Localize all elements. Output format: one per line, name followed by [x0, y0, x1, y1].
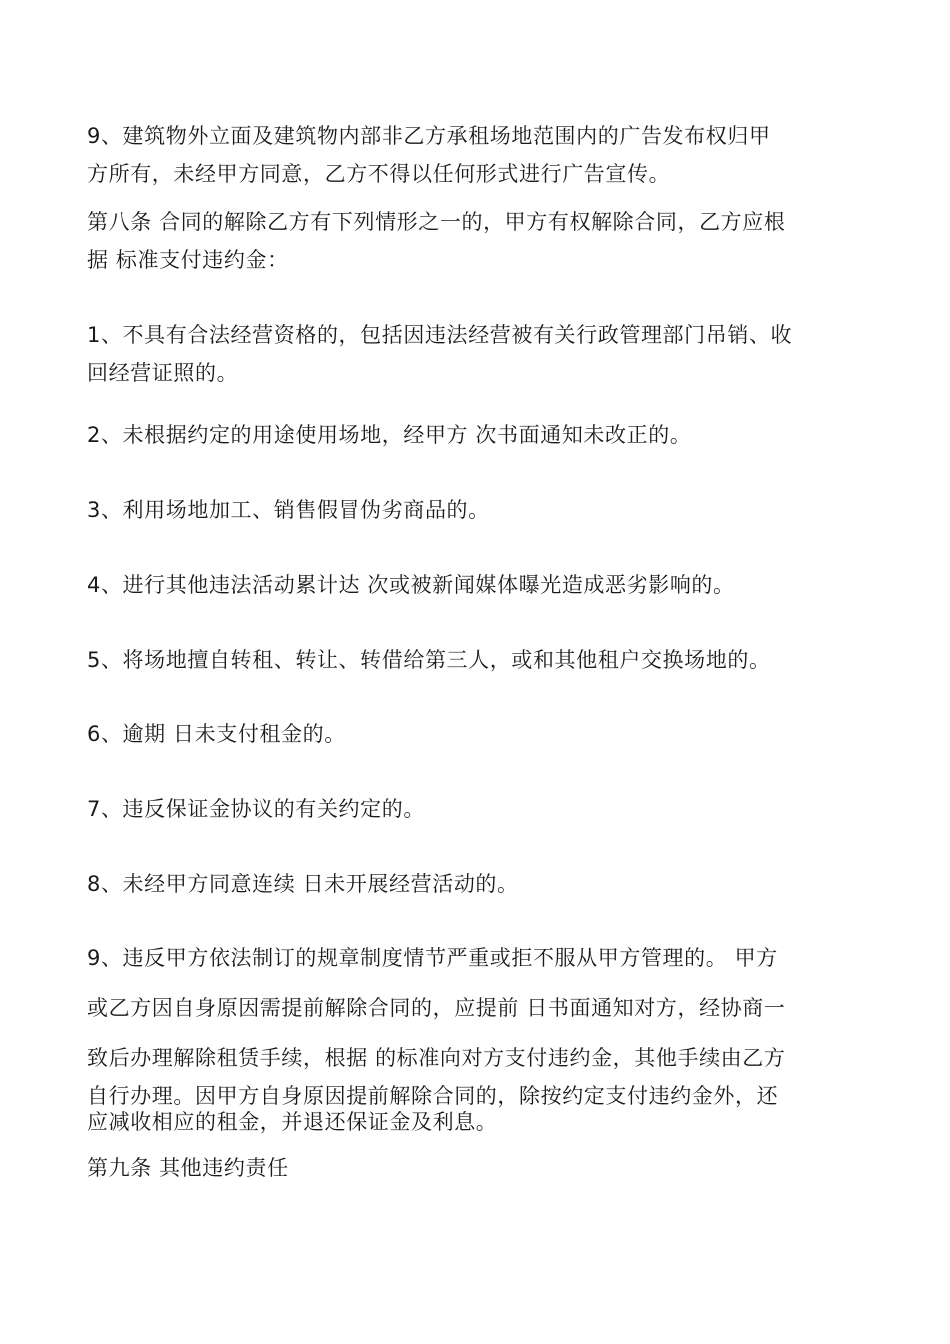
text-line: 方所有，未经甲方同意，乙方不得以任何形式进行广告宣传。	[87, 162, 671, 186]
text-line: 3、利用场地加工、销售假冒伪劣商品的。	[87, 498, 490, 522]
text-line: 9、违反甲方依法制订的规章制度情节严重或拒不服从甲方管理的。 甲方	[87, 946, 778, 970]
text-line: 9、建筑物外立面及建筑物内部非乙方承租场地范围内的广告发布权归甲	[87, 124, 771, 148]
text-line: 7、违反保证金协议的有关约定的。	[87, 797, 425, 821]
text-line: 第九条 其他违约责任	[87, 1156, 289, 1180]
text-line: 6、逾期 日未支付租金的。	[87, 722, 346, 746]
text-line: 1、不具有合法经营资格的，包括因违法经营被有关行政管理部门吊销、收	[87, 323, 793, 347]
text-line: 第八条 合同的解除乙方有下列情形之一的，甲方有权解除合同，乙方应根	[87, 210, 786, 234]
text-line: 或乙方因自身原因需提前解除合同的，应提前 日书面通知对方，经协商一	[87, 996, 786, 1020]
text-line: 5、将场地擅自转租、转让、转借给第三人，或和其他租户交换场地的。	[87, 648, 771, 672]
text-line: 自行办理。因甲方自身原因提前解除合同的，除按约定支付违约金外，还	[87, 1084, 779, 1108]
text-line: 致后办理解除租赁手续，根据 的标准向对方支付违约金，其他手续由乙方	[87, 1046, 786, 1070]
text-line: 4、进行其他违法活动累计达 次或被新闻媒体曝光造成恶劣影响的。	[87, 573, 735, 597]
text-line: 据 标准支付违约金：	[87, 248, 289, 272]
text-line: 2、未根据约定的用途使用场地，经甲方 次书面通知未改正的。	[87, 423, 692, 447]
text-line: 8、未经甲方同意连续 日未开展经营活动的。	[87, 872, 519, 896]
text-line: 应减收相应的租金，并退还保证金及利息。	[87, 1110, 498, 1134]
text-line: 回经营证照的。	[87, 361, 239, 385]
